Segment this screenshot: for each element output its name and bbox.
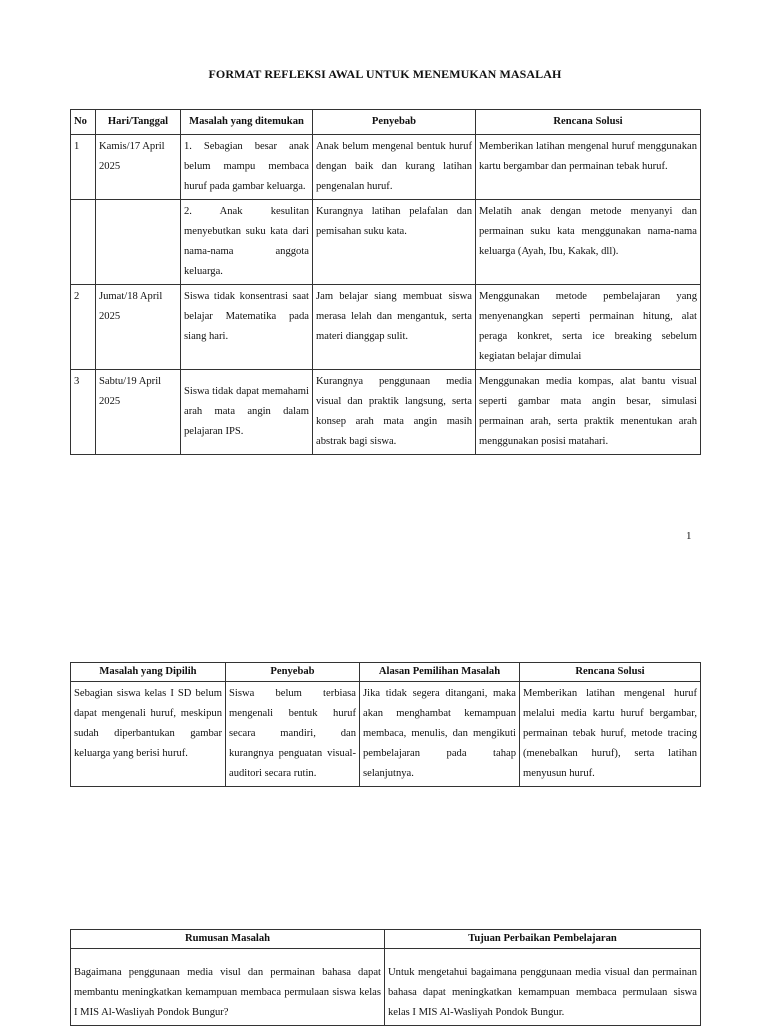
cell-masalah: Sebagian siswa kelas I SD belum dapat mengenali huruf, meskipun sudah diperbantukan gambar keluarga yang berisi huruf.: [71, 682, 226, 787]
table-row: [71, 682, 701, 787]
cell-solusi: Memberikan latihan mengenal huruf melalui media kartu huruf bergambar, permainan tebak huruf, metode tracing (menebalkan huruf), serta latihan menyusun huruf.: [520, 682, 701, 787]
header-masalah-dipilih: Masalah yang Dipilih: [71, 663, 226, 682]
header-masalah: Masalah yang ditemukan: [181, 110, 313, 135]
cell-penyebab: Kurangnya latihan pelafalan dan pemisahan suku kata.: [313, 200, 476, 285]
cell-tanggal: Jumat/18 April 2025: [96, 285, 181, 370]
cell-alasan: Jika tidak segera ditangani, maka akan menghambat kemampuan membaca, menulis, dan mengikuti pembelajaran pada tahap selanjutnya.: [360, 682, 520, 787]
document-title: FORMAT REFLEKSI AWAL UNTUK MENEMUKAN MASALAH: [208, 67, 562, 81]
page-number: 1: [686, 530, 692, 542]
reflection-table: [70, 109, 701, 455]
table-header-row: [71, 110, 701, 135]
table-row: [71, 200, 701, 285]
cell-no: 2: [71, 285, 96, 370]
cell-masalah: Siswa tidak konsentrasi saat belajar Matematika pada siang hari.: [181, 285, 313, 370]
problem-formulation-table: [70, 929, 701, 1026]
header-rencana-solusi: Rencana Solusi: [520, 663, 701, 682]
cell-tanggal: [96, 200, 181, 285]
cell-solusi: Melatih anak dengan metode menyanyi dan permainan suku kata menggunakan nama-nama keluarga (Ayah, Ibu, Kakak, dll).: [476, 200, 701, 285]
cell-penyebab: Kurangnya penggunaan media visual dan praktik langsung, serta konsep arah mata angin masih abstrak bagi siswa.: [313, 370, 476, 455]
header-tujuan: Tujuan Perbaikan Pembelajaran: [385, 930, 701, 949]
cell-no: [71, 200, 96, 285]
cell-penyebab: Siswa belum terbiasa mengenali bentuk huruf secara mandiri, dan kurangnya penguatan visual-auditori secara rutin.: [226, 682, 360, 787]
table-header-row: [71, 930, 701, 949]
cell-solusi: Memberikan latihan mengenal huruf menggunakan kartu bergambar dan permainan tebak huruf.: [476, 135, 701, 200]
table-header-row: [71, 663, 701, 682]
table-row: [71, 370, 701, 455]
header-penyebab: Penyebab: [313, 110, 476, 135]
selected-problem-table: [70, 662, 701, 787]
cell-tanggal: Sabtu/19 April 2025: [96, 370, 181, 455]
header-rumusan-masalah: Rumusan Masalah: [71, 930, 385, 949]
cell-rumusan: Bagaimana penggunaan media visul dan permainan bahasa dapat membantu meningkatkan kemampuan membaca permulaan siswa kelas I MIS Al-Wasliyah Pondok Bungur?: [71, 949, 385, 1026]
cell-no: 3: [71, 370, 96, 455]
header-hari-tanggal: Hari/Tanggal: [96, 110, 181, 135]
cell-no: 1: [71, 135, 96, 200]
cell-masalah: 1. Sebagian besar anak belum mampu membaca huruf pada gambar keluarga.: [181, 135, 313, 200]
cell-masalah: Siswa tidak dapat memahami arah mata angin dalam pelajaran IPS.: [181, 370, 313, 455]
header-penyebab: Penyebab: [226, 663, 360, 682]
cell-penyebab: Anak belum mengenal bentuk huruf dengan baik dan kurang latihan pengenalan huruf.: [313, 135, 476, 200]
cell-masalah: 2. Anak kesulitan menyebutkan suku kata dari nama-nama anggota keluarga.: [181, 200, 313, 285]
cell-tujuan: Untuk mengetahui bagaimana penggunaan media visual dan permainan bahasa dapat meningkatkan kemampuan membaca permulaan siswa kelas I MIS Al-Wasliyah Pondok Bungur.: [385, 949, 701, 1026]
table-row: [71, 949, 701, 1026]
cell-tanggal: Kamis/17 April 2025: [96, 135, 181, 200]
header-alasan: Alasan Pemilihan Masalah: [360, 663, 520, 682]
cell-solusi: Menggunakan metode pembelajaran yang menyenangkan seperti permainan hitung, alat peraga konkret, serta ice breaking sebelum kegiatan belajar dimulai: [476, 285, 701, 370]
header-rencana-solusi: Rencana Solusi: [476, 110, 701, 135]
cell-penyebab: Jam belajar siang membuat siswa merasa lelah dan mengantuk, serta materi dianggap sulit.: [313, 285, 476, 370]
header-no: No: [71, 110, 96, 135]
table-row: [71, 285, 701, 370]
cell-solusi: Menggunakan media kompas, alat bantu visual seperti gambar mata angin besar, simulasi permainan arah, serta praktik menentukan arah menggunakan posisi matahari.: [476, 370, 701, 455]
table-row: [71, 135, 701, 200]
